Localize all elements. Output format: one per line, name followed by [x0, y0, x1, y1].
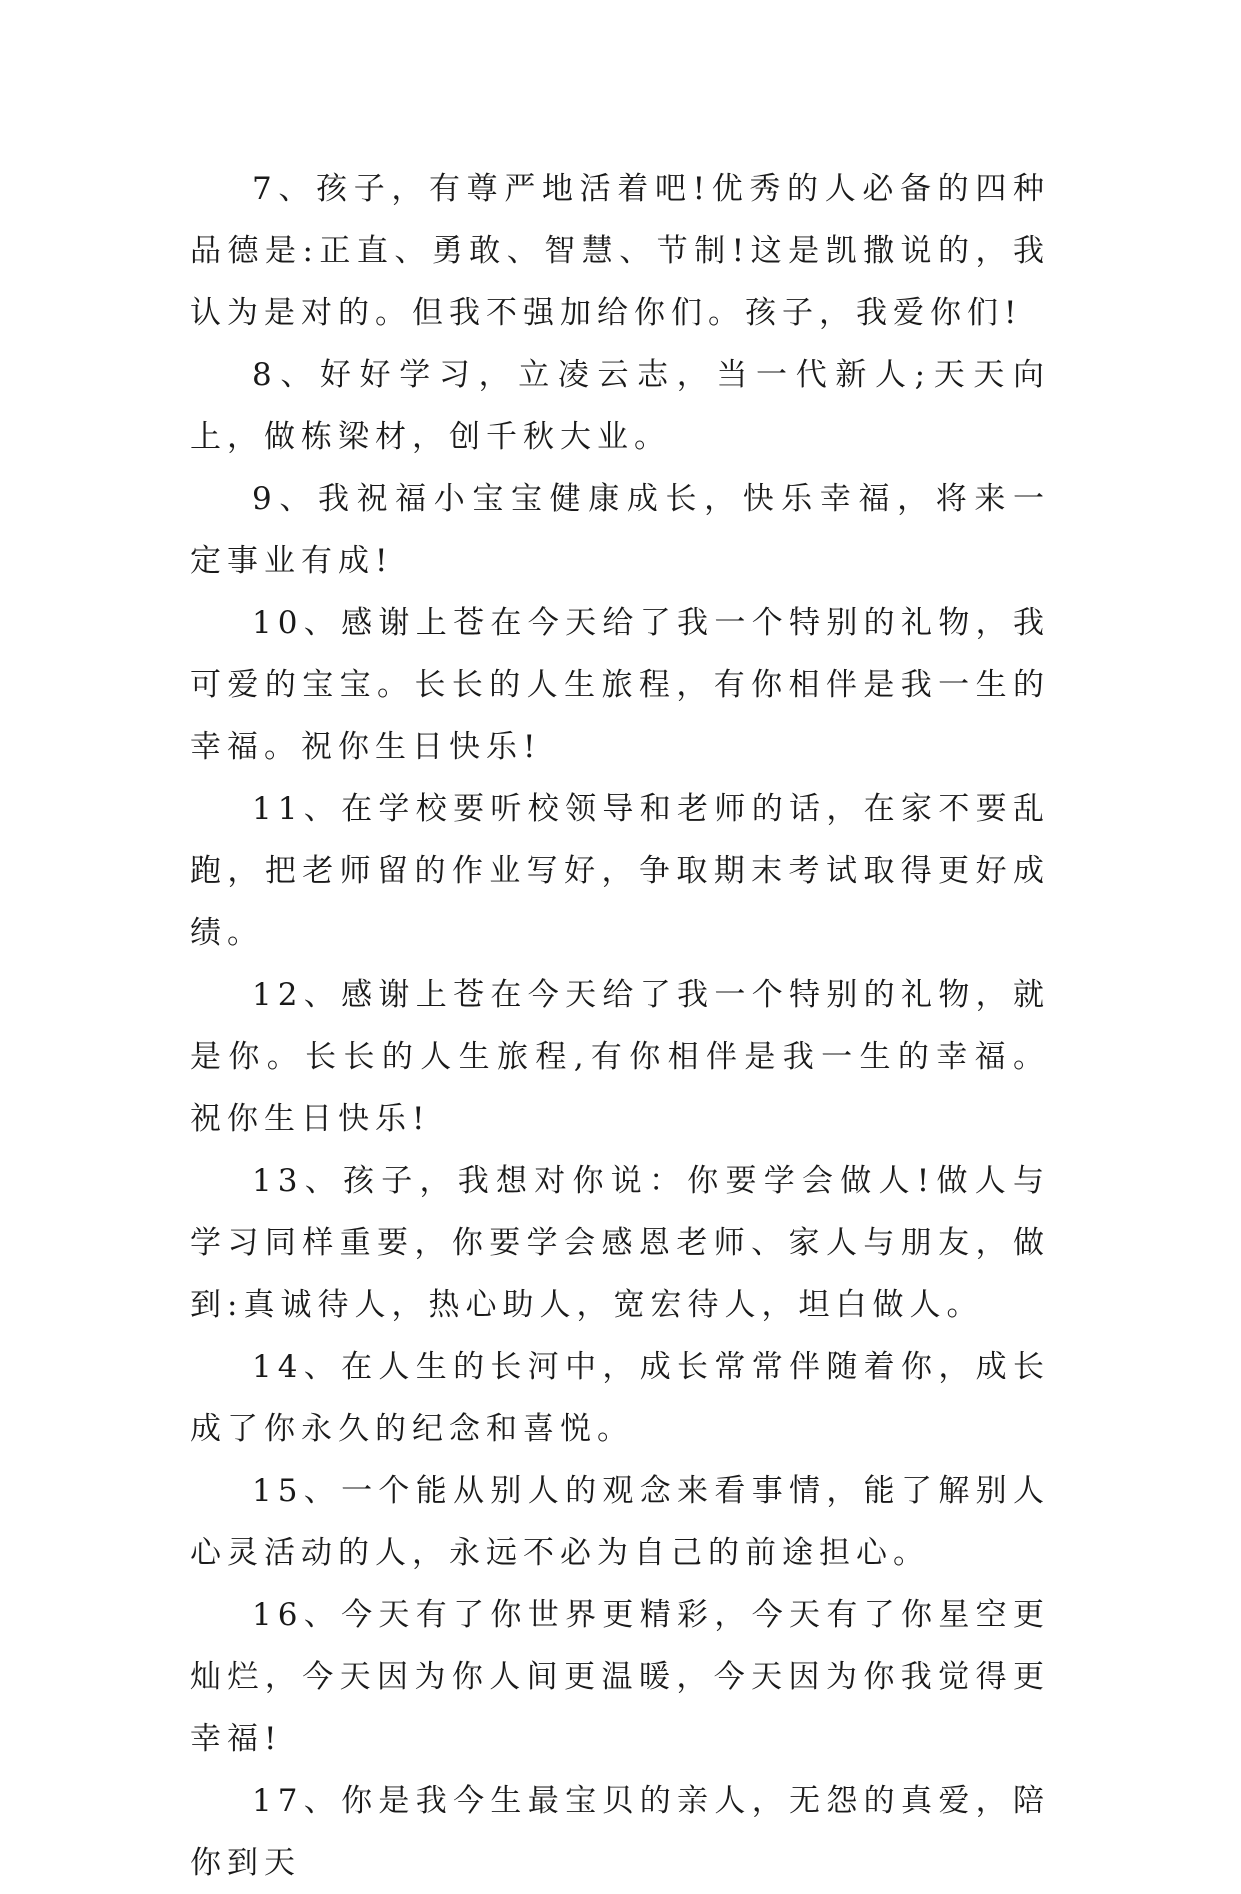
paragraph-11: 11、在学校要听校领导和老师的话，在家不要乱跑，把老师留的作业写好，争取期末考试取得更好成绩。 — [190, 791, 1050, 951]
paragraph-15: 15、一个能从别人的观念来看事情，能了解别人心灵活动的人，永远不必为自己的前途担心。 — [190, 1473, 1050, 1571]
paragraph-13: 13、孩子，我想对你说：你要学会做人!做人与学习同样重要，你要学会感恩老师、家人与朋友，做到:真诚待人，热心助人，宽宏待人，坦白做人。 — [190, 1163, 1050, 1323]
paragraph-10: 10、感谢上苍在今天给了我一个特别的礼物，我可爱的宝宝。长长的人生旅程，有你相伴是我一生的幸福。祝你生日快乐! — [190, 605, 1050, 765]
paragraph-16: 16、今天有了你世界更精彩，今天有了你星空更灿烂，今天因为你人间更温暖，今天因为你我觉得更幸福! — [190, 1597, 1050, 1757]
document-body — [190, 158, 1050, 1894]
paragraph-8: 8、好好学习，立凌云志，当一代新人;天天向上，做栋梁材，创千秋大业。 — [190, 357, 1050, 455]
paragraph-17: 17、你是我今生最宝贝的亲人，无怨的真爱，陪你到天 — [190, 1783, 1050, 1881]
paragraph-12: 12、感谢上苍在今天给了我一个特别的礼物，就是你。长长的人生旅程,有你相伴是我一生的幸福。祝你生日快乐! — [190, 977, 1050, 1137]
paragraph-9: 9、我祝福小宝宝健康成长，快乐幸福，将来一定事业有成! — [190, 481, 1050, 579]
paragraph-7: 7、孩子，有尊严地活着吧!优秀的人必备的四种品德是:正直、勇敢、智慧、节制!这是凯撒说的，我认为是对的。但我不强加给你们。孩子，我爱你们! — [190, 171, 1050, 331]
paragraph-14: 14、在人生的长河中，成长常常伴随着你，成长成了你永久的纪念和喜悦。 — [190, 1349, 1050, 1447]
